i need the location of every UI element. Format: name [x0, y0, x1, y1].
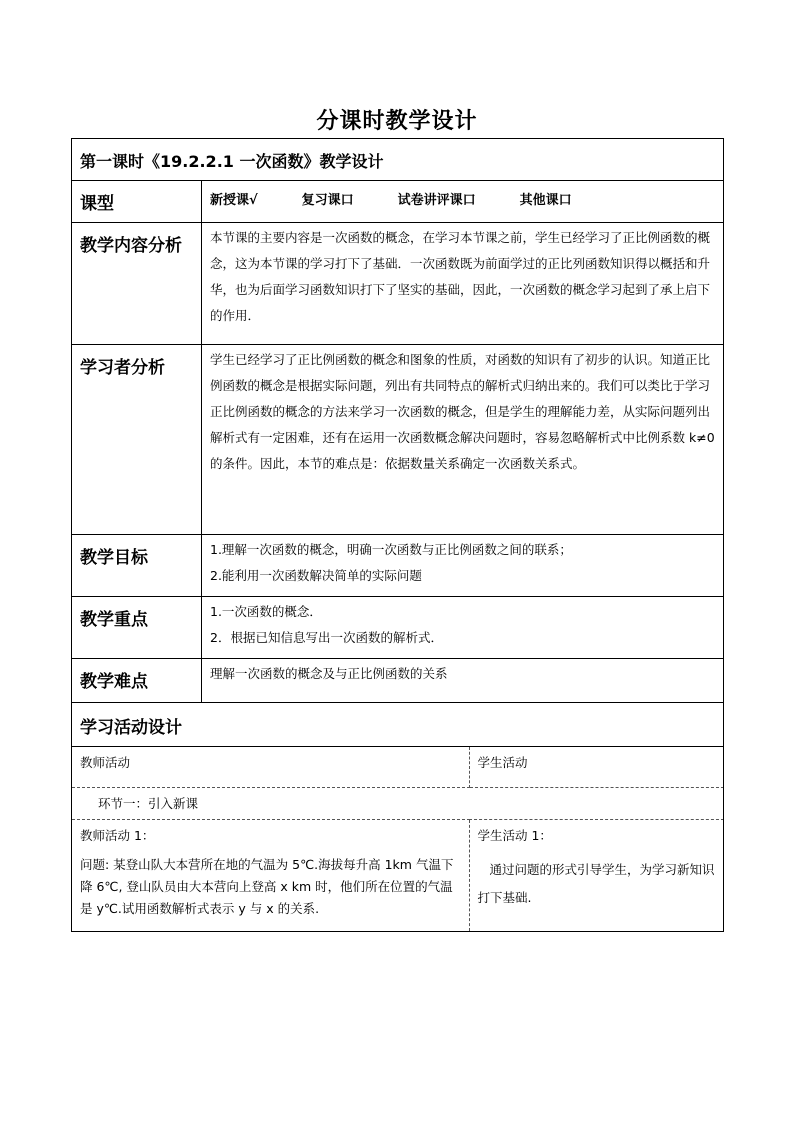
- lesson-type-options: [202, 181, 724, 223]
- content-analysis-text: 本节课的主要内容是一次函数的概念，在学习本节课之前，学生已经学习了正比例函数的概念，这为本节课的学习打下了基础．一次函数既为前面学过的正比列函数知识得以概括和升华，也为后面学习函数知识打下了坚实的基础，因此，一次函数的概念学习起到了承上启下的作用．: [202, 223, 724, 345]
- lesson-type-review: 复习课口: [301, 193, 354, 208]
- key-point-item: 2．根据已知信息写出一次函数的解析式．: [210, 630, 443, 645]
- key-points-label: 教学重点: [72, 597, 202, 659]
- teacher-activity-header: 教师活动: [72, 747, 469, 787]
- key-points-list: [202, 597, 724, 659]
- objectives-label: 教学目标: [72, 535, 202, 597]
- teacher-activity-text: 问题: 某登山队大本营所在地的气温为 5℃.海拔每升高 1km 气温下降 6℃, 登山队员由大本营向上登高 x km 时，他们所在位置的气温是 y℃.试用函数解析式表示 y 与 x 的关系.: [80, 856, 454, 916]
- activity-content-row: [72, 819, 724, 931]
- key-point-item: 1.一次函数的概念．: [210, 604, 322, 619]
- teacher-activity-title: 教师活动 1：: [80, 827, 155, 843]
- difficulty-label: 教学难点: [72, 659, 202, 703]
- activity-header-row: [72, 747, 724, 787]
- lesson-design-table: [71, 138, 724, 932]
- learner-analysis-text: 学生已经学习了正比例函数的概念和图象的性质，对函数的知识有了初步的认识。知道正比例函数的概念是根据实际问题，列出有共同特点的解析式归纳出来的。我们可以类比于学习正比例函数的概念的方法来学习一次函数的概念，但是学生的理解能力差，从实际问题列出解析式有一定困难，还有在运用一次函数概念解决问题时，容易忽略解析式中比例系数 k≠0的条件。因此，本节的难点是：依据数量关系确定一次函数关系式。: [202, 345, 724, 535]
- activity-design-row: [72, 703, 724, 747]
- objectives-list: [202, 535, 724, 597]
- lesson-type-label: 课型: [72, 181, 202, 223]
- activity-table-cell: [72, 747, 724, 932]
- difficulty-text: 理解一次函数的概念及与正比例函数的关系: [202, 659, 724, 703]
- student-activity-cell: [469, 819, 724, 931]
- content-analysis-row: [72, 223, 724, 345]
- lesson-type-other: 其他课口: [519, 193, 572, 208]
- learner-analysis-label: 学习者分析: [72, 345, 202, 535]
- lesson-type-row: [72, 181, 724, 223]
- page-title: 分课时教学设计: [316, 109, 478, 134]
- lesson-heading: 第一课时《19.2.2.1 一次函数》教学设计: [72, 139, 724, 181]
- teacher-activity-cell: [72, 819, 469, 931]
- section-row: [72, 787, 724, 819]
- activity-table: [72, 747, 724, 931]
- lesson-heading-row: [72, 139, 724, 181]
- student-activity-text: 通过问题的形式引导学生，为学习新知识打下基础.: [477, 861, 715, 905]
- student-activity-header: 学生活动: [469, 747, 724, 787]
- activity-table-row: [72, 747, 724, 932]
- lesson-type-new: 新授课√: [210, 193, 258, 208]
- objective-item: 2.能利用一次函数解决简单的实际问题: [210, 568, 422, 583]
- lesson-type-exam-review: 试卷讲评课口: [397, 193, 476, 208]
- key-points-row: [72, 597, 724, 659]
- content-analysis-label: 教学内容分析: [72, 223, 202, 345]
- student-activity-title: 学生活动 1：: [477, 827, 552, 843]
- learner-analysis-row: [72, 345, 724, 535]
- difficulty-row: [72, 659, 724, 703]
- objectives-row: [72, 535, 724, 597]
- activity-design-label: 学习活动设计: [72, 703, 724, 747]
- objective-item: 1.理解一次函数的概念，明确一次函数与正比例函数之间的联系；: [210, 542, 572, 557]
- section-title: 环节一：引入新课: [72, 787, 724, 819]
